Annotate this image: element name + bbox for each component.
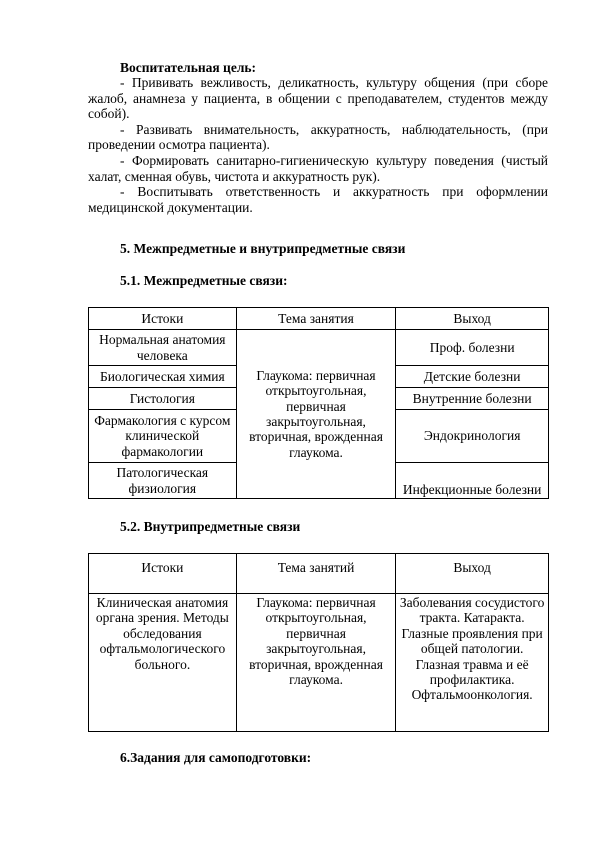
goal-title: Воспитательная цель: <box>120 60 257 75</box>
table2-header-topic: Тема занятий <box>236 554 395 594</box>
table2-output: Заболевания сосудистого тракта. Катаракта. Глазные проявления при общей патологии. Глазная травма и её профилактика. Офтальмоонкология. <box>396 594 549 732</box>
section-5-2-title: 5.2. Внутрипредметные связи <box>120 519 301 534</box>
goal-item-3: - Формировать санитарно-гигиеническую культуру поведения (чистый халат, сменная обувь, чистота и аккуратность рук). <box>88 152 548 184</box>
table1-output-4: Эндокринология <box>396 410 549 463</box>
table2-header-output: Выход <box>396 554 549 594</box>
table1-output-3: Внутренние болезни <box>396 388 549 410</box>
interdisciplinary-table <box>88 307 549 499</box>
table1-topic: Глаукома: первичная открытоугольная, первичная закрытоугольная, вторичная, врожденная глаукома. <box>236 330 396 499</box>
goal-item-2: - Развивать внимательность, аккуратность, наблюдательность, (при проведении осмотра пациента). <box>88 121 548 153</box>
section-6-title: 6.Задания для самоподготовки: <box>120 750 312 765</box>
table1-source-1: Нормальная анатомия человека <box>89 330 237 366</box>
goal-item-4: - Воспитывать ответственность и аккуратность при оформлении медицинской документации. <box>88 184 548 215</box>
table1-source-4: Фармакология с курсом клинической фармакологии <box>89 410 237 463</box>
table1-source-3: Гистология <box>89 388 237 410</box>
table1-source-5: Патологическая физиология <box>89 463 237 499</box>
table1-header-sources: Истоки <box>89 308 237 330</box>
goal-list <box>88 75 548 215</box>
intradisciplinary-table <box>88 553 549 732</box>
table1-source-2: Биологическая химия <box>89 366 237 388</box>
table1-output-5: Инфекционные болезни <box>396 463 549 499</box>
table1-header-output: Выход <box>396 308 549 330</box>
section-5-1-title: 5.1. Межпредметные связи: <box>120 273 288 288</box>
section-5-title: 5. Межпредметные и внутрипредметные связи <box>120 241 406 256</box>
goal-item-1: - Прививать вежливость, деликатность, культуру общения (при сборе жалоб, анамнеза у пациента, в общении с преподавателем, студентов между собой). <box>88 75 548 122</box>
table2-header-sources: Истоки <box>89 554 237 594</box>
table1-output-1: Проф. болезни <box>396 330 549 366</box>
table1-output-2: Детские болезни <box>396 366 549 388</box>
table1-header-topic: Тема занятия <box>236 308 396 330</box>
table2-topic: Глаукома: первичная открытоугольная, первичная закрытоугольная, вторичная, врожденная глаукома. <box>236 594 395 732</box>
table2-source: Клиническая анатомия органа зрения. Методы обследования офтальмологического больного. <box>89 594 237 732</box>
